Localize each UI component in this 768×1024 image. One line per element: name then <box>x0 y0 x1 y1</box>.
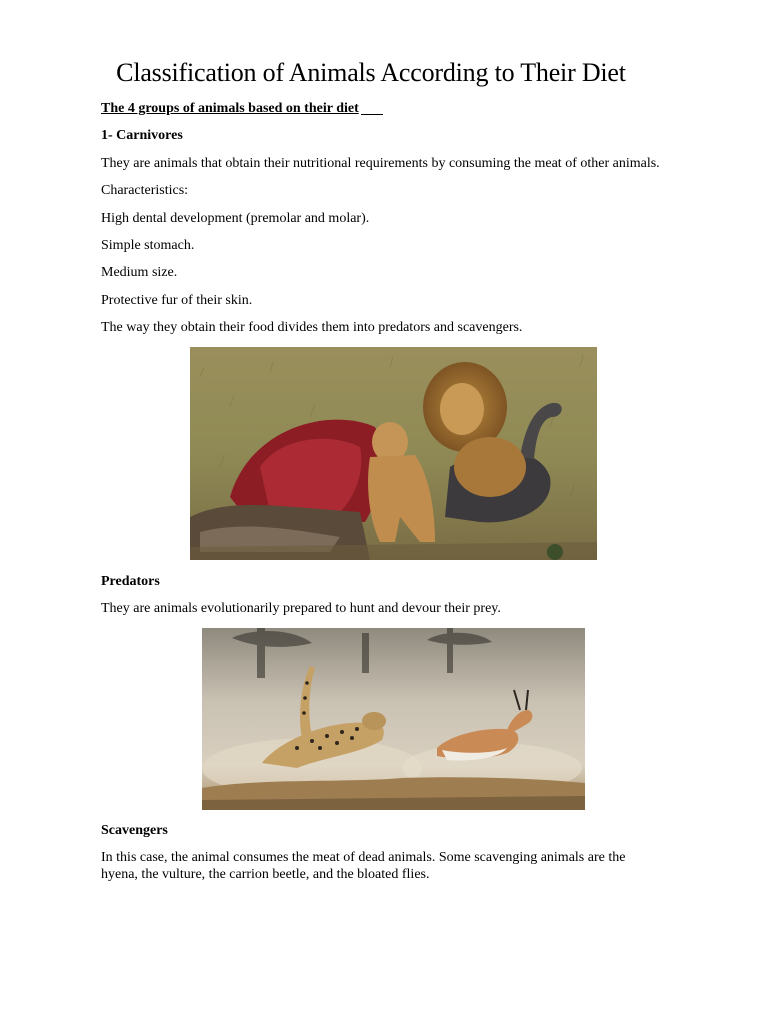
characteristic-item: Medium size. <box>101 265 178 280</box>
predators-text: They are animals evolutionarily prepared to hunt and devour their prey. <box>101 601 501 616</box>
carnivores-heading: 1- Carnivores <box>101 128 183 143</box>
predators-heading: Predators <box>101 574 160 589</box>
page-title: Classification of Animals According to Their Diet <box>116 58 626 87</box>
scavengers-text-line-2: hyena, the vulture, the carrion beetle, and the bloated flies. <box>101 867 430 882</box>
scavengers-heading: Scavengers <box>101 823 168 838</box>
scavengers-text-line-1: In this case, the animal consumes the meat of dead animals. Some scavenging animals are the <box>101 850 626 865</box>
section-subtitle-text: The 4 groups of animals based on their diet <box>101 101 359 116</box>
section-subtitle <box>101 100 383 117</box>
characteristic-item: Simple stomach. <box>101 238 195 253</box>
characteristics-label: Characteristics: <box>101 183 189 198</box>
lion-feeding-photo <box>190 347 597 560</box>
characteristic-item: Protective fur of their skin. <box>101 293 253 308</box>
underline-trail <box>361 114 383 115</box>
carnivores-division: The way they obtain their food divides them into predators and scavengers. <box>101 320 523 335</box>
characteristic-item: High dental development (premolar and molar). <box>101 211 370 226</box>
carnivores-definition: They are animals that obtain their nutritional requirements by consuming the meat of other animals. <box>101 156 660 171</box>
cheetah-hunt-photo <box>202 628 585 810</box>
